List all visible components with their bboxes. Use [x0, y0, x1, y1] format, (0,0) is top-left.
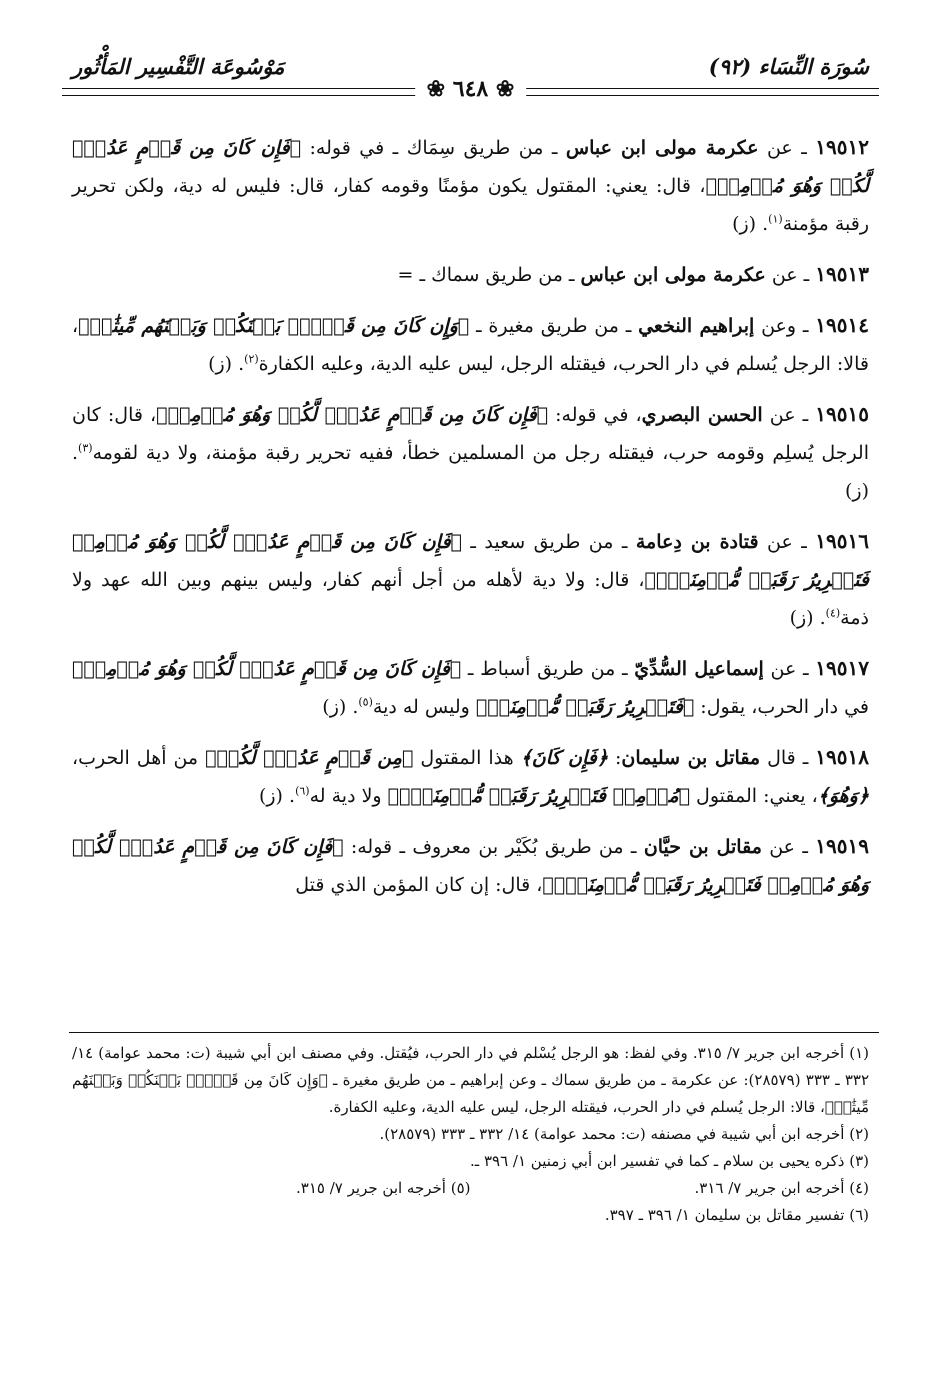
entry-text: . (ز)	[208, 353, 245, 375]
narrator-name: إبراهيم النخعي	[638, 315, 755, 337]
entry-text: ـ عن	[762, 404, 816, 426]
footnote-ref: (٤)	[825, 606, 841, 620]
entry-text: . (ز)	[732, 213, 769, 235]
narrator-name: قتادة بن دِعامة	[635, 531, 759, 553]
entry-text: ، قال: إن كان المؤمن الذي قتل	[295, 874, 543, 896]
entry-text: ، قال: ولا دية لأهله من أجل أنهم كفار، وليس بينهم وبين الله عهد ولا ذمة	[72, 569, 869, 629]
narrator-name: مقاتل بن سليمان	[621, 747, 761, 769]
footnote-3: (٣) ذكره يحيى بن سلام ـ كما في تفسير ابن أبي زمنين ١/ ٣٩٦ ـ.	[470, 1152, 869, 1170]
quran-verse: ﴿مُؤۡمِنٞ فَتَحۡرِيرُ رَقَبَةٖ مُّؤۡمِنَةٖۖ﴾	[387, 785, 691, 807]
entry-number: ١٩٥١٧	[815, 656, 869, 680]
quran-verse: ﴿فَتَحۡرِيرُ رَقَبَةٖ مُّؤۡمِنَةٖ﴾	[475, 696, 695, 718]
entry-text: ـ من طريق سماك ـ =	[397, 264, 581, 286]
hadith-entry	[72, 128, 869, 243]
entry-text: . (ز)	[789, 607, 826, 629]
footnotes	[72, 1040, 869, 1229]
entry-number: ١٩٥١٦	[815, 529, 870, 553]
entry-text: :	[607, 747, 622, 769]
surah-title: سُورَة النِّسَاء (٩٢)	[708, 54, 869, 79]
footnote-2: (٢) أخرجه ابن أبي شيبة في مصنفه (ت: محمد عوامة) ١٤/ ٣٣٢ ـ ٣٣٣ (٢٨٥٧٩).	[379, 1125, 869, 1143]
entry-text: ـ عن	[758, 531, 816, 553]
entry-text: ، قال: كان الرجل يُسلِم وقومه حرب، فيقتله رجل من المسلمين خطأ، ففيه تحرير رقبة مؤمنة، ولا دية لقومه	[72, 404, 869, 464]
entry-text: ـ عن	[763, 658, 816, 680]
hadith-entry	[72, 306, 869, 383]
footnote-ref: (٦)	[295, 784, 310, 798]
entry-text: . (ز)	[72, 442, 869, 502]
footnote-ref: (٣)	[78, 441, 93, 455]
narrator-name: عكرمة مولى ابن عباس	[565, 137, 759, 159]
entry-text: ـ من طريق مغيرة ـ	[469, 315, 639, 337]
narrator-name: إسماعيل السُّدِّيّ	[634, 658, 764, 680]
footnote-6: (٦) تفسير مقاتل بن سليمان ١/ ٣٩٦ ـ ٣٩٧.	[604, 1206, 869, 1224]
hadith-entry	[72, 738, 869, 815]
entry-text: ، في قوله:	[548, 404, 642, 426]
quran-verse: ﴿فَإِن كَانَ مِن قَوۡمٍ عَدُوّٖ لَّكُمۡ وَهُوَ مُؤۡمِنٞ﴾	[72, 658, 462, 680]
footnote-row	[72, 1175, 869, 1202]
entry-text: ـ عن	[761, 836, 816, 858]
quran-verse: ﴿فَإِن كَانَ﴾	[520, 747, 608, 769]
entry-text: ـ من طريق أسباط ـ	[461, 658, 635, 680]
entry-text: ، قالا: الرجل يُسلم في دار الحرب، فيقتله الرجل، ليس عليه الدية، وعليه الكفارة	[72, 315, 869, 375]
page-number: ❀ ٦٤٨ ❀	[415, 76, 527, 102]
entry-number: ١٩٥١٩	[815, 834, 869, 858]
quran-verse: ﴿وَإِن كَانَ مِن قَوۡمِۭ بَيۡنَكُمۡ وَبَيۡنَهُم مِّيثَٰقٞ﴾	[78, 315, 470, 337]
quran-verse: ﴿فَإِن كَانَ مِن قَوۡمٍ عَدُوّٖ لَّكُمۡ وَهُوَ مُؤۡمِنٞ فَتَحۡرِيرُ رَقَبَةٖ مُّؤۡمِنَةٖۖ﴾	[72, 531, 869, 591]
entry-text: ، يعني: المقتول	[690, 785, 818, 807]
entry-text: من أهل الحرب،	[72, 747, 206, 769]
quran-verse: ﴿فَإِن كَانَ مِن قَوۡمٍ عَدُوّٖ لَّكُمۡ وَهُوَ مُؤۡمِنٞ فَتَحۡرِيرُ رَقَبَةٖ مُّؤۡمِنَةٖۖ﴾	[72, 836, 869, 896]
entry-text: في دار الحرب، يقول:	[694, 696, 869, 718]
quran-verse: ﴿فَإِن كَانَ مِن قَوۡمٍ عَدُوّٖ لَّكُمۡ وَهُوَ مُؤۡمِنٞ﴾	[156, 404, 549, 426]
entry-text: هذا المقتول	[413, 747, 521, 769]
footnote-ref: (٥)	[358, 695, 373, 709]
entry-text: ـ عن	[758, 137, 816, 159]
quran-verse: ﴿فَإِن كَانَ مِن قَوۡمٍ عَدُوّٖ لَّكُمۡ وَهُوَ مُؤۡمِنٞ﴾	[72, 137, 869, 197]
entry-text: ـ قال	[760, 747, 816, 769]
entry-text: ولا دية له	[309, 785, 388, 807]
main-text	[72, 128, 869, 916]
footnote-5: (٥) أخرجه ابن جرير ٧/ ٣١٥.	[296, 1179, 471, 1197]
entry-text: ـ من طريق بُكَيْر بن معروف ـ قوله:	[343, 836, 644, 858]
entry-text: ـ عن	[765, 264, 816, 286]
footnote-ref: (٢)	[244, 352, 259, 366]
entry-number: ١٩٥١٤	[815, 313, 869, 337]
entry-number: ١٩٥١٣	[815, 262, 869, 286]
quran-verse: ﴿وَهُوَ﴾	[817, 785, 869, 807]
entry-text: ، قال: يعني: المقتول يكون مؤمنًا وقومه كفار، قال: فليس له دية، ولكن تحرير رقبة مؤمنة	[72, 175, 869, 235]
narrator-name: مقاتل بن حيَّان	[643, 836, 762, 858]
entry-number: ١٩٥١٥	[815, 402, 869, 426]
narrator-name: عكرمة مولى ابن عباس	[580, 264, 766, 286]
quran-verse: ﴿مِن قَوۡمٍ عَدُوّٖ لَّكُمۡ﴾	[205, 747, 414, 769]
hadith-entry	[72, 827, 869, 904]
hadith-entry	[72, 255, 869, 294]
entry-text: ـ من طريق سعيد ـ	[461, 531, 636, 553]
entry-text: ـ وعن	[754, 315, 816, 337]
footnote-ref: (١)	[768, 212, 783, 226]
entry-number: ١٩٥١٢	[815, 135, 869, 159]
entry-text: وليس له دية	[372, 696, 476, 718]
footnote-1: (١) أخرجه ابن جرير ٧/ ٣١٥. وفي لفظ: هو الرجل يُسْلم في دار الحرب، فيُقتل. وفي مصنف ابن أبي شيبة (ت: محمد عوامة) ١٤/ ٣٣٢ ـ ٣٣٣ (٢٨٥٧٩): عن عكرمة ـ من طريق سماك ـ وعن إبراهيم ـ من طريق مغيرة ـ ﴿وَإِن كَانَ مِن قَوۡمِۭ بَيۡنَكُمۡ وَبَيۡنَهُم مِّيثَٰقٞ﴾، قالا: الرجل يُسلم في دار الحرب، فيقتله الرجل، ليس عليه الدية، وعليه الكفارة.	[72, 1044, 870, 1116]
entry-text: . (ز)	[258, 785, 296, 807]
hadith-entry	[72, 649, 869, 726]
hadith-entry	[72, 522, 869, 637]
footnote-separator	[69, 1032, 879, 1033]
entry-text: . (ز)	[322, 696, 359, 718]
entry-text: ـ من طريق سِمَاك ـ في قوله:	[301, 137, 566, 159]
entry-number: ١٩٥١٨	[815, 745, 869, 769]
hadith-entry	[72, 395, 869, 510]
narrator-name: الحسن البصري	[641, 404, 763, 426]
page-header	[62, 50, 879, 110]
footnote-4: (٤) أخرجه ابن جرير ٧/ ٣١٦.	[694, 1179, 869, 1197]
book-title: مَوْسُوعَة التَّفْسِير المَأْثُور	[72, 54, 285, 79]
